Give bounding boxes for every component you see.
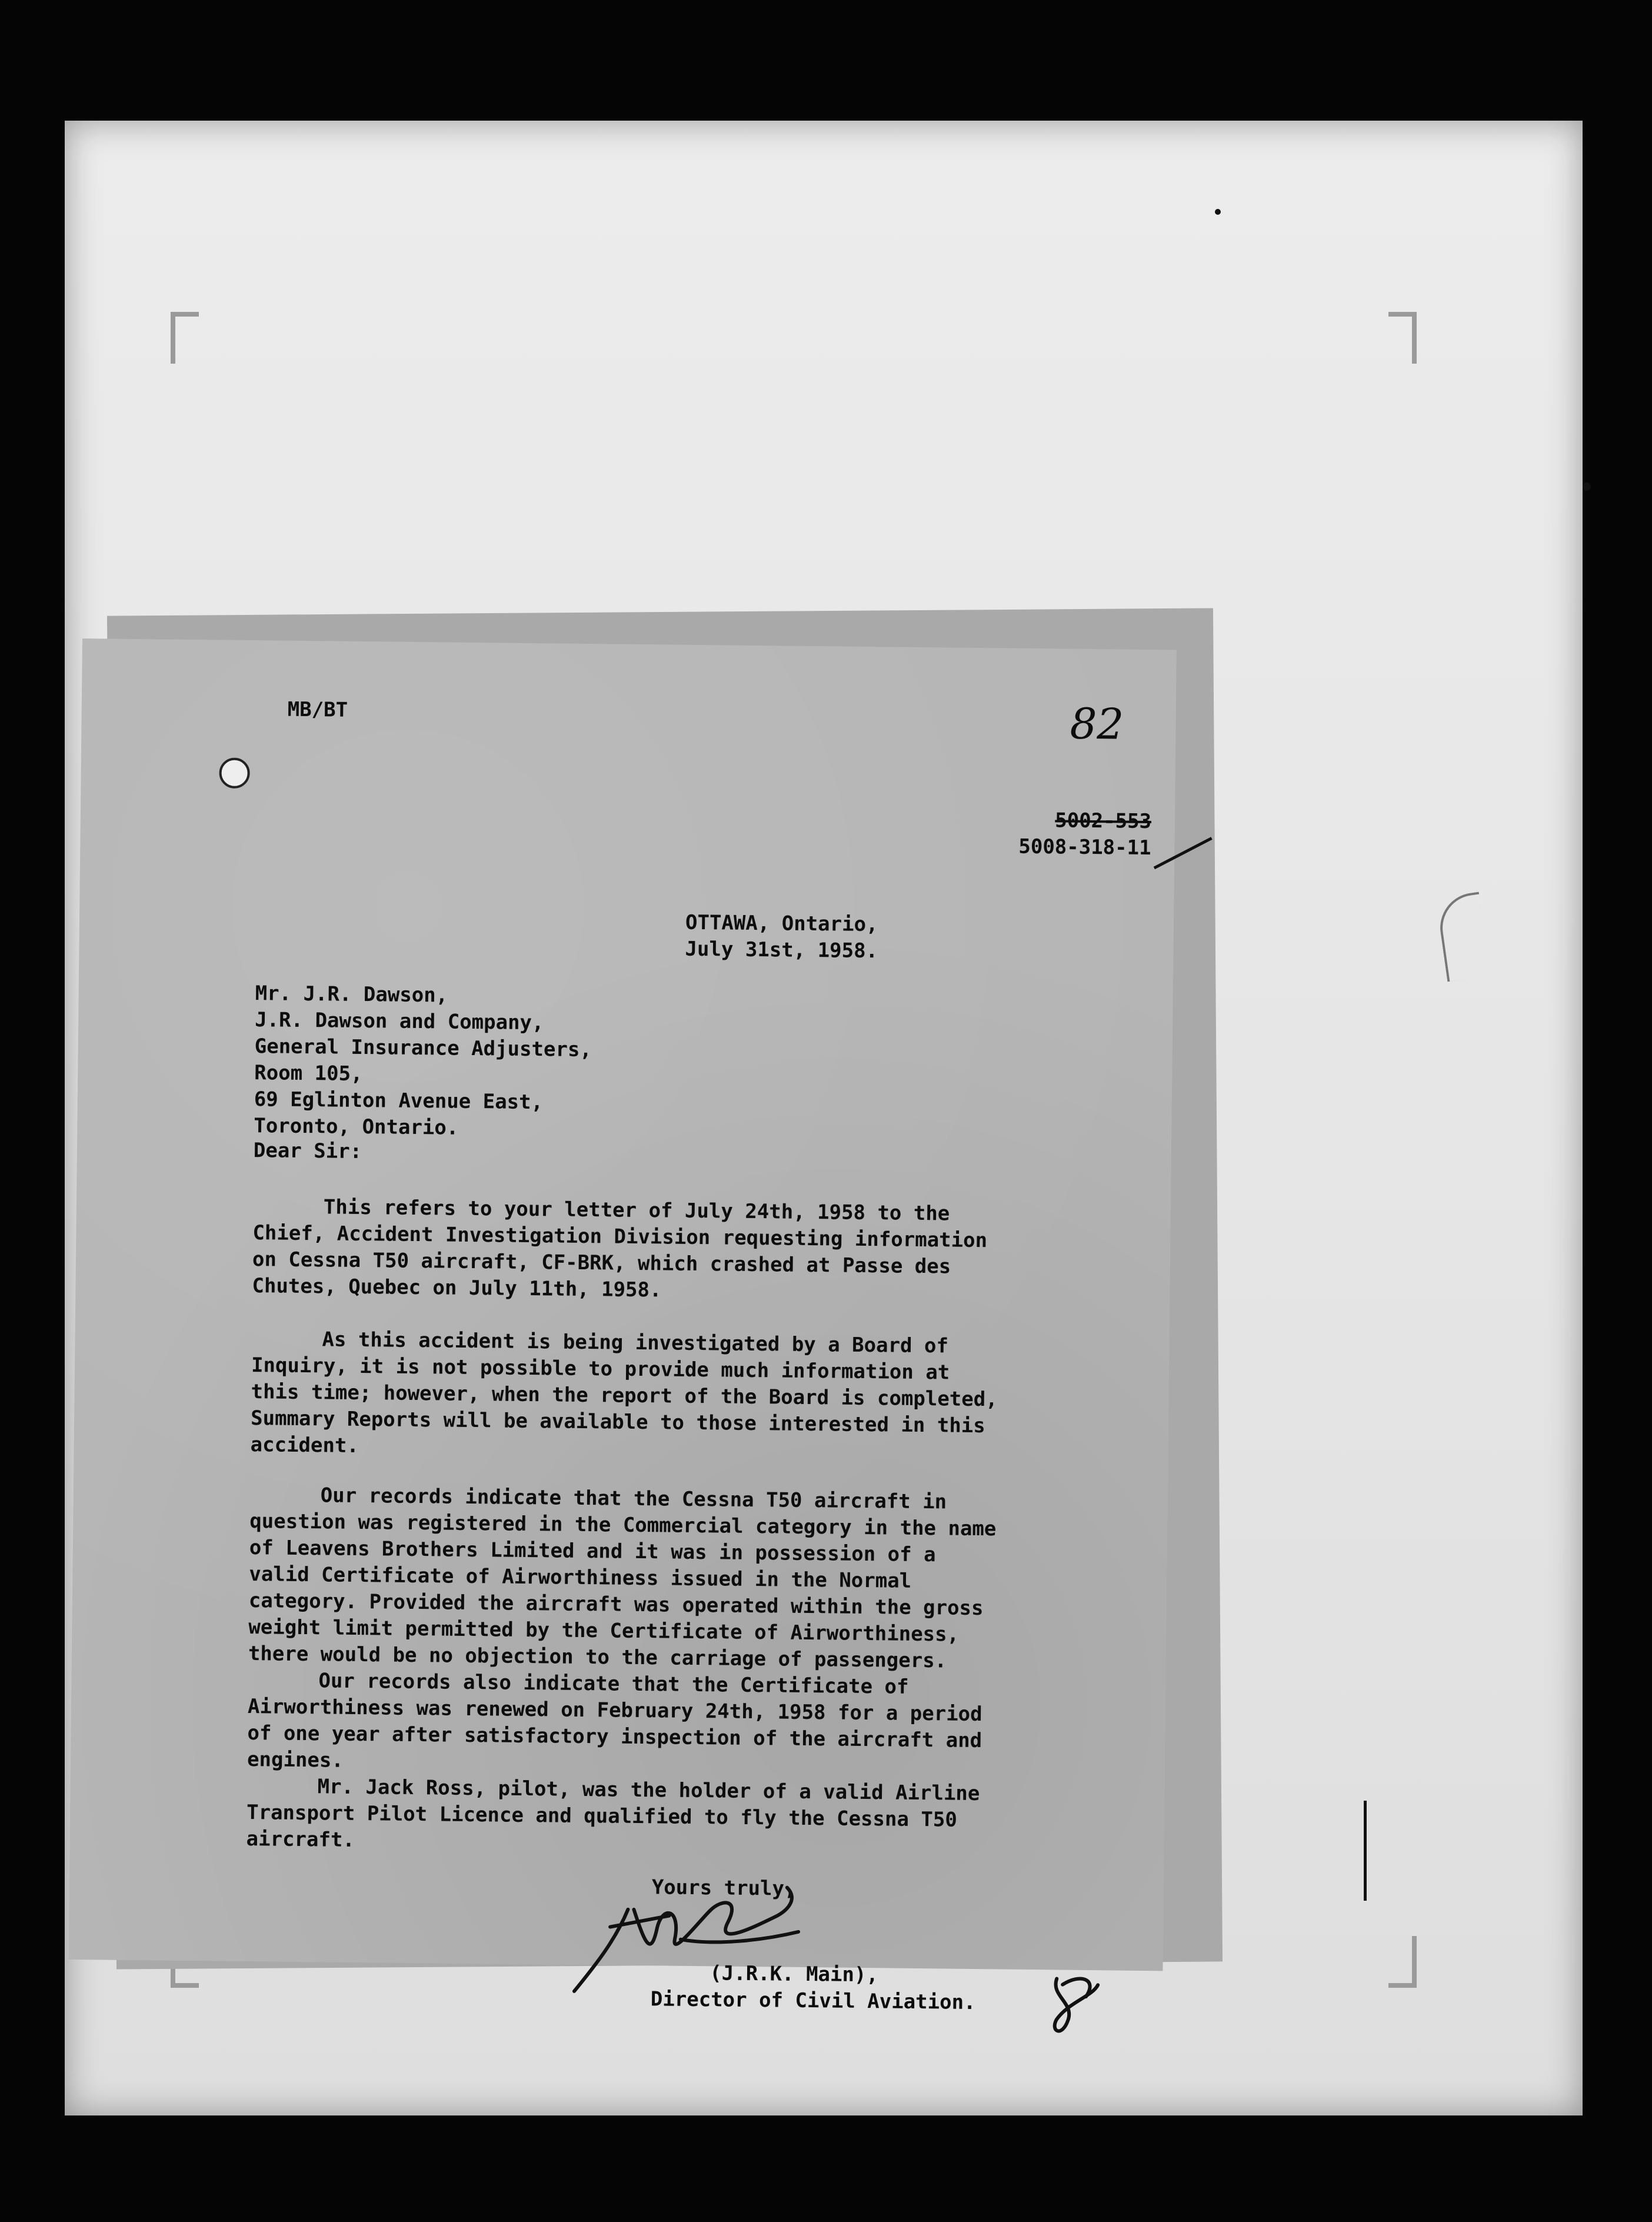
address-line: J.R. Dawson and Company, [255,1008,544,1035]
registration-mark-top-left [171,312,199,364]
body-paragraph: As this accident is being investigated by a Board of Inquiry, it is not possible to provide much information at this time; however, when the report of the Board is completed, Summary Reports will be available to those interested in this accident. [250,1328,998,1458]
signatory-title: Director of Civil Aviation. [650,1987,976,2015]
body-paragraph: This refers to your letter of July 24th, 1958 to the Chief, Accident Investigation Division requesting information on Cessna T50 aircraft, CF-BRK, which crashed at Passe des Chutes, Quebec on July 11th, 1958. [252,1195,988,1302]
registration-mark-top-right [1388,312,1417,364]
dust-spot [1215,209,1221,215]
address-line: 69 Eglinton Avenue East, [254,1087,544,1115]
closing: Yours truly, [651,1875,797,1901]
signatory-name: (J.R.K. Main), [710,1961,879,1987]
dust-spot [1583,483,1591,491]
registration-mark-bottom-right [1388,1936,1417,1988]
date: July 31st, 1958. [685,937,878,963]
dateline [685,910,878,964]
signature-block [651,1960,977,2016]
body-paragraph: Our records indicate that the Cessna T50 aircraft in question was registered in the Commercial category in the name of Leavens Brothers Limited and it was in possession of a valid Certificate of Airworthiness issued in the Normal category. Provided the aircraft was operated within the gross weight limit permitted by the Certificate of Airworthiness, there would be no objection to the carriage of passengers. [248,1483,997,1673]
handwritten-page-number: 82 [1070,698,1124,749]
body-paragraph: Our records also indicate that the Certificate of Airworthiness was renewed on February 24th, 1958 for a period of one year after satisfactory inspection of the aircraft and engines. [247,1669,982,1772]
punch-hole [219,757,250,789]
file-reference [1018,807,1151,861]
address-line: Toronto, Ontario. [254,1114,459,1140]
handwritten-initial-mark [1044,1961,1110,2044]
salutation: Dear Sir: [253,1139,362,1164]
address-line: General Insurance Adjusters, [254,1035,592,1062]
address-line: Mr. J.R. Dawson, [255,982,448,1007]
typist-initials: MB/BT [287,697,348,722]
margin-line [1364,1801,1367,1901]
body-paragraph: Mr. Jack Ross, pilot, was the holder of a valid Airline Transport Pilot Licence and qualified to fly the Cessna T50 aircraft. [246,1775,980,1852]
recipient-address [254,980,592,1143]
address-line: Room 105, [254,1061,363,1086]
file-reference-old: 5002-553 [1055,809,1152,834]
file-reference-new: 5008-318-11 [1018,834,1151,860]
place: OTTAWA, Ontario, [685,910,878,937]
letter-page [68,638,1176,2015]
